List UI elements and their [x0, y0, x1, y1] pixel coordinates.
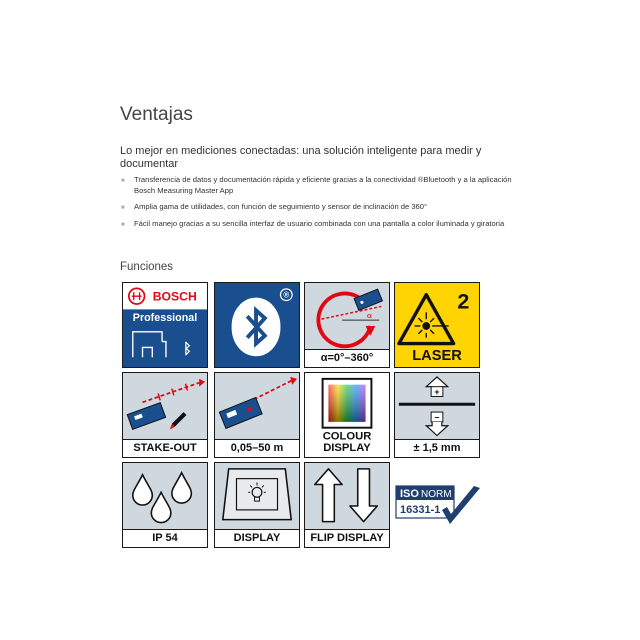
- stake-out-tile: [122, 372, 208, 458]
- feature-item: [120, 175, 530, 196]
- alpha-symbol: α: [366, 311, 373, 321]
- angle-360-tile: [304, 282, 390, 368]
- professional-text: Professional: [132, 312, 198, 325]
- accuracy-label: ± 1,5 mm: [395, 439, 479, 457]
- iso-norm-badge: [394, 480, 484, 530]
- feature-item: [120, 202, 530, 213]
- minus-sign: –: [434, 411, 440, 422]
- range-tile: [214, 372, 300, 458]
- functions-label: Funciones: [120, 261, 174, 273]
- flip-display-tile: [304, 462, 390, 548]
- feature-item: [120, 219, 530, 230]
- laser-label: LASER: [412, 348, 462, 365]
- display-label: DISPLAY: [215, 529, 299, 547]
- colour-display-icon: [305, 373, 389, 457]
- laser-class-number: 2: [457, 289, 470, 314]
- bosch-professional-icon: [123, 283, 207, 367]
- bluetooth-tile: [214, 282, 300, 368]
- illuminated-display-tile: [214, 462, 300, 548]
- angle-label: α=0°–360°: [305, 349, 389, 367]
- laser-warning-icon: [395, 283, 479, 367]
- iso-text: ISO: [400, 488, 419, 500]
- feature-text: Fácil manejo gracias a su sencilla interfaz de usuario combinada con una pantalla a color iluminada y giratoria: [134, 218, 505, 228]
- flip-display-label: FLIP DISPLAY: [305, 529, 389, 547]
- bullet-icon: ■: [121, 178, 125, 184]
- bluetooth-icon: [215, 283, 299, 367]
- colour-label-line2: DISPLAY: [323, 442, 371, 455]
- stake-out-label: STAKE-OUT: [123, 439, 207, 457]
- registered-mark: ®: [283, 290, 290, 300]
- brand-text: BOSCH: [152, 289, 197, 304]
- ip54-tile: [122, 462, 208, 548]
- range-label: 0,05–50 m: [215, 439, 299, 457]
- bosch-professional-tile: [122, 282, 208, 368]
- bullet-icon: ■: [121, 221, 125, 228]
- colour-display-tile: [304, 372, 390, 458]
- accuracy-tile: [394, 372, 480, 458]
- bullet-icon: ■: [121, 205, 125, 211]
- iso-check-icon: [394, 480, 484, 530]
- feature-list: [120, 175, 530, 235]
- colour-label-line1: COLOUR: [322, 430, 372, 443]
- iso-number: 16331-1: [400, 504, 441, 516]
- ip54-label: IP 54: [123, 529, 207, 547]
- section-title: Ventajas: [120, 104, 193, 125]
- feature-text: Transferencia de datos y documentación rápida y eficiente gracias a la conectividad ®Bluetooth y a la aplicación Bosch Measuring Master App: [134, 175, 512, 195]
- bluetooth-small-icon: ᛒ: [183, 340, 192, 358]
- laser-class-tile: [394, 282, 480, 368]
- norm-text: NORM: [421, 489, 452, 500]
- feature-text: Amplia gama de utilidades, con función de seguimiento y sensor de inclinación de 360°: [134, 202, 428, 211]
- plus-sign: +: [434, 386, 440, 397]
- intro-text: Lo mejor en mediciones conectadas: una solución inteligente para medir y documentar: [120, 145, 482, 170]
